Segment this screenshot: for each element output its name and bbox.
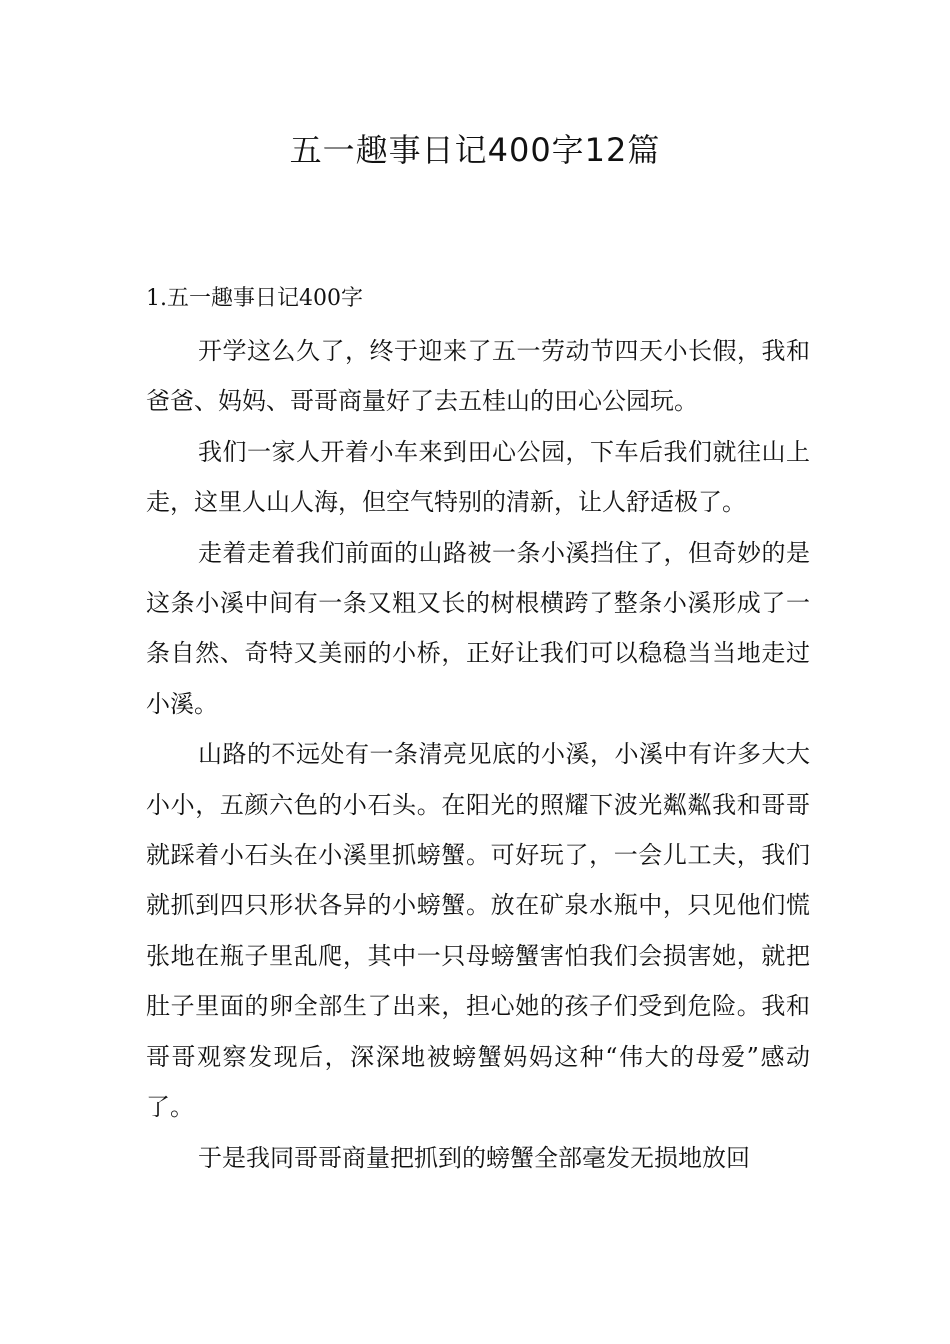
paragraph: 走着走着我们前面的山路被一条小溪挡住了，但奇妙的是这条小溪中间有一条又粗又长的树根横跨了整条小溪形成了一条自然、奇特又美丽的小桥，正好让我们可以稳稳当当地走过小溪。 [146,538,810,718]
article-body [146,326,810,1183]
section-heading: 1.五一趣事日记400字 [146,286,363,311]
paragraph: 我们一家人开着小车来到田心公园，下车后我们就往山上走，这里人山人海，但空气特别的清新，让人舒适极了。 [146,437,810,517]
paragraph: 山路的不远处有一条清亮见底的小溪，小溪中有许多大大小小，五颜六色的小石头。在阳光的照耀下波光粼粼我和哥哥就踩着小石头在小溪里抓螃蟹。可好玩了，一会儿工夫，我们就抓到四只形状各异的小螃蟹。放在矿泉水瓶中，只见他们慌张地在瓶子里乱爬，其中一只母螃蟹害怕我们会损害她，就把肚子里面的卵全部生了出来，担心她的孩子们受到危险。我和哥哥观察发现后，深深地被螃蟹妈妈这种“伟大的母爱”感动了。 [146,740,810,1122]
paragraph: 开学这么久了，终于迎来了五一劳动节四天小长假，我和爸爸、妈妈、哥哥商量好了去五桂山的田心公园玩。 [146,337,810,416]
document-title: 五一趣事日记400字12篇 [289,131,661,169]
paragraph: 于是我同哥哥商量把抓到的螃蟹全部毫发无损地放回 [198,1143,750,1172]
